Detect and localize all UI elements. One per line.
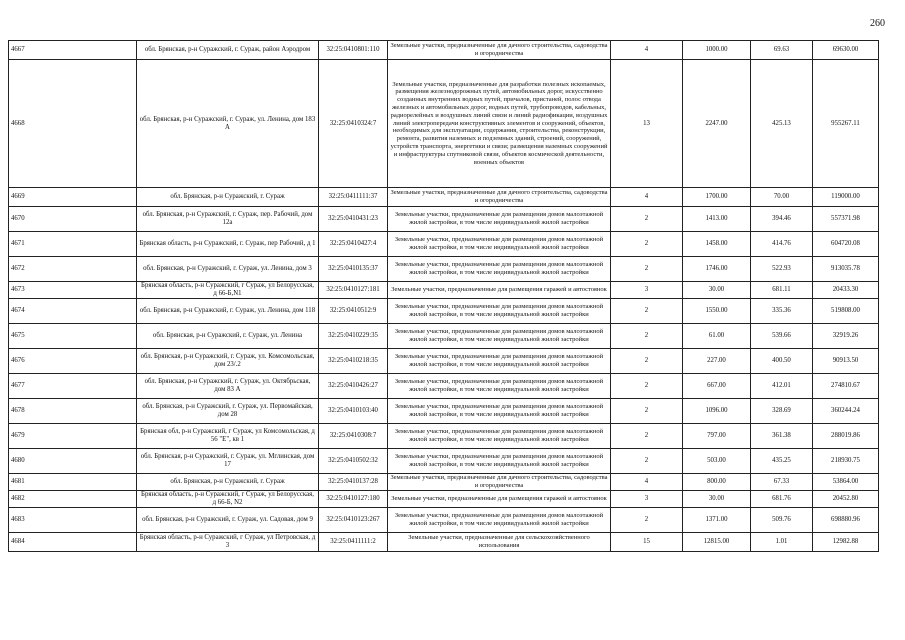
- table-row: [9, 60, 879, 188]
- use-category-cell: 4: [611, 474, 683, 491]
- row-number: 4677: [9, 374, 137, 399]
- cadastral-value-cell: 218930.75: [813, 449, 879, 474]
- table-row: [9, 349, 879, 374]
- specific-value-cell: 681.11: [751, 282, 813, 299]
- cadastral-value-cell: 604720.08: [813, 232, 879, 257]
- specific-value-cell: 69.63: [751, 41, 813, 60]
- permitted-use-cell: Земельные участки, предназначенные для размещения домов малоэтажной жилой застройки, в том числе индивидуальной жилой застройки: [388, 507, 611, 532]
- row-number: 4673: [9, 282, 137, 299]
- cadastral-value-cell: 274810.67: [813, 374, 879, 399]
- address-cell: обл. Брянская, р-н Суражский, г. Сураж, ул. Ленина, дом 3: [137, 257, 319, 282]
- permitted-use-cell: Земельные участки, предназначенные для дачного строительства, садоводства и огородничества: [388, 474, 611, 491]
- area-cell: 30.00: [683, 490, 751, 507]
- table-row: [9, 532, 879, 551]
- address-cell: обл. Брянская, р-н Суражский, г. Сураж, ул. Ленина, дом 183 А: [137, 60, 319, 188]
- cadastral-number-cell: 32:25:0410427:4: [319, 232, 388, 257]
- cadastral-value-cell: 69630.00: [813, 41, 879, 60]
- cadastral-value-cell: 53864.00: [813, 474, 879, 491]
- use-category-cell: 2: [611, 374, 683, 399]
- table-row: [9, 299, 879, 324]
- use-category-cell: 3: [611, 282, 683, 299]
- cadastral-number-cell: 32:25:0410426:27: [319, 374, 388, 399]
- row-number: 4667: [9, 41, 137, 60]
- specific-value-cell: 394.46: [751, 207, 813, 232]
- specific-value-cell: 328.69: [751, 399, 813, 424]
- table-row: [9, 507, 879, 532]
- address-cell: обл. Брянская, р-н Суражский, г. Сураж, ул. Комсомольская, дом 23/.2: [137, 349, 319, 374]
- permitted-use-cell: Земельные участки, предназначенные для сельскохозяйственного использования: [388, 532, 611, 551]
- cadastral-value-cell: 119000.00: [813, 188, 879, 207]
- address-cell: Брянская область, р-н Суражский, г Сураж, ул Белорусская, д 66-Б,N1: [137, 282, 319, 299]
- row-number: 4669: [9, 188, 137, 207]
- cadastral-value-cell: 90913.50: [813, 349, 879, 374]
- address-cell: обл. Брянская, р-н Суражский, г. Сураж, ул. Садовая, дом 9: [137, 507, 319, 532]
- cadastral-number-cell: 32:25:0410135:37: [319, 257, 388, 282]
- cadastral-number-cell: 32:25:0411111:2: [319, 532, 388, 551]
- use-category-cell: 2: [611, 207, 683, 232]
- area-cell: 2247.00: [683, 60, 751, 188]
- permitted-use-cell: Земельные участки, предназначенные для размещения домов малоэтажной жилой застройки, в том числе индивидуальной жилой застройки: [388, 257, 611, 282]
- specific-value-cell: 522.93: [751, 257, 813, 282]
- cadastral-number-cell: 32:25:0410127:181: [319, 282, 388, 299]
- cadastral-number-cell: 32:25:0411111:37: [319, 188, 388, 207]
- row-number: 4668: [9, 60, 137, 188]
- address-cell: обл. Брянская, р-н Суражский, г. Сураж, пер. Рабочий, дом 12а: [137, 207, 319, 232]
- row-number: 4684: [9, 532, 137, 551]
- specific-value-cell: 435.25: [751, 449, 813, 474]
- row-number: 4676: [9, 349, 137, 374]
- table-row: [9, 424, 879, 449]
- cadastral-number-cell: 32:25:0410502:32: [319, 449, 388, 474]
- area-cell: 1746.00: [683, 257, 751, 282]
- address-cell: обл. Брянская, р-н Суражский, г. Сураж, ул. Октябрьская, дом 83 А: [137, 374, 319, 399]
- use-category-cell: 4: [611, 188, 683, 207]
- specific-value-cell: 539.66: [751, 324, 813, 349]
- cadastral-value-cell: 288019.86: [813, 424, 879, 449]
- table-row: [9, 188, 879, 207]
- area-cell: 800.00: [683, 474, 751, 491]
- cadastral-value-cell: 698880.96: [813, 507, 879, 532]
- table-row: [9, 449, 879, 474]
- permitted-use-cell: Земельные участки, предназначенные для размещения домов малоэтажной жилой застройки, в том числе индивидуальной жилой застройки: [388, 349, 611, 374]
- specific-value-cell: 681.76: [751, 490, 813, 507]
- use-category-cell: 2: [611, 324, 683, 349]
- cadastral-value-cell: 12982.88: [813, 532, 879, 551]
- permitted-use-cell: Земельные участки, предназначенные для размещения домов малоэтажной жилой застройки, в том числе индивидуальной жилой застройки: [388, 374, 611, 399]
- address-cell: обл. Брянская, р-н Суражский, г. Сураж: [137, 474, 319, 491]
- cadastral-value-cell: 20452.80: [813, 490, 879, 507]
- row-number: 4682: [9, 490, 137, 507]
- specific-value-cell: 67.33: [751, 474, 813, 491]
- row-number: 4675: [9, 324, 137, 349]
- use-category-cell: 2: [611, 449, 683, 474]
- address-cell: Брянская область, р-н Суражский, г Сураж, ул Белорусская, д 66-Б, N2: [137, 490, 319, 507]
- table-row: [9, 374, 879, 399]
- use-category-cell: 2: [611, 257, 683, 282]
- address-cell: обл. Брянская, р-н Суражский, г. Сураж, ул. Мглинская, дом 17: [137, 449, 319, 474]
- area-cell: 30.00: [683, 282, 751, 299]
- table-row: [9, 399, 879, 424]
- cadastral-value-cell: 360244.24: [813, 399, 879, 424]
- table-row: [9, 41, 879, 60]
- address-cell: Брянская область, р-н Суражский, г. Сураж, пер Рабочий, д 1: [137, 232, 319, 257]
- cadastral-number-cell: 32:25:0410123:267: [319, 507, 388, 532]
- use-category-cell: 15: [611, 532, 683, 551]
- permitted-use-cell: Земельные участки, предназначенные для размещения домов малоэтажной жилой застройки, в том числе индивидуальной жилой застройки: [388, 424, 611, 449]
- row-number: 4672: [9, 257, 137, 282]
- specific-value-cell: 335.36: [751, 299, 813, 324]
- address-cell: Брянская область, р-н Суражский, г Сураж, ул Петровская, д 3: [137, 532, 319, 551]
- address-cell: Брянская обл, р-н Суражский, г Сураж, ул Комсомольская, д 56 "Е", кв 1: [137, 424, 319, 449]
- cadastral-number-cell: 32:25:0410431:23: [319, 207, 388, 232]
- permitted-use-cell: Земельные участки, предназначенные для размещения домов малоэтажной жилой застройки, в том числе индивидуальной жилой застройки: [388, 324, 611, 349]
- table-row: [9, 474, 879, 491]
- table-row: [9, 257, 879, 282]
- area-cell: 1371.00: [683, 507, 751, 532]
- use-category-cell: 2: [611, 424, 683, 449]
- row-number: 4674: [9, 299, 137, 324]
- area-cell: 1096.00: [683, 399, 751, 424]
- use-category-cell: 2: [611, 349, 683, 374]
- area-cell: 1550.00: [683, 299, 751, 324]
- specific-value-cell: 509.76: [751, 507, 813, 532]
- row-number: 4671: [9, 232, 137, 257]
- page-number: 260: [870, 18, 885, 29]
- cadastral-number-cell: 32:25:0410137:28: [319, 474, 388, 491]
- address-cell: обл. Брянская, р-н Суражский, г. Сураж: [137, 188, 319, 207]
- row-number: 4681: [9, 474, 137, 491]
- cadastral-value-cell: 913035.78: [813, 257, 879, 282]
- table-row: [9, 490, 879, 507]
- address-cell: обл. Брянская, р-н Суражский, г. Сураж, ул. Первомайская, дом 28: [137, 399, 319, 424]
- specific-value-cell: 400.50: [751, 349, 813, 374]
- table-row: [9, 324, 879, 349]
- area-cell: 12815.00: [683, 532, 751, 551]
- table-row: [9, 232, 879, 257]
- row-number: 4680: [9, 449, 137, 474]
- cadastral-value-cell: 20433.30: [813, 282, 879, 299]
- permitted-use-cell: Земельные участки, предназначенные для дачного строительства, садоводства и огородничества: [388, 41, 611, 60]
- area-cell: 61.00: [683, 324, 751, 349]
- use-category-cell: 2: [611, 299, 683, 324]
- permitted-use-cell: Земельные участки, предназначенные для дачного строительства, садоводства и огородничества: [388, 188, 611, 207]
- table-row: [9, 282, 879, 299]
- use-category-cell: 2: [611, 399, 683, 424]
- area-cell: 1458.00: [683, 232, 751, 257]
- row-number: 4679: [9, 424, 137, 449]
- use-category-cell: 4: [611, 41, 683, 60]
- cadastral-number-cell: 32:25:0410512:9: [319, 299, 388, 324]
- cadastral-number-cell: 32:25:0410218:35: [319, 349, 388, 374]
- cadastral-value-cell: 519808.00: [813, 299, 879, 324]
- permitted-use-cell: Земельные участки, предназначенные для разработки полезных ископаемых, размещения железнодорожных путей, автомобильных дорог, искусственно созданных внутренних водных путей, причалов, пристаней, полос отвода железных и автомобильных дорог, водных путей, трубопроводов, кабельных, радиорелейных и воздушных линий связи и линий радиофикации, воздушных линий электропередачи конструктивных элементов и сооружений, объектов, необходимых для эксплуатации, содержания, строительства, реконструкции, ремонта, развития наземных и подземных зданий, строений, сооружений, устройств транспорта, энергетики и связи; размещения наземных сооружений и инфраструктуры спутниковой связи, объектов космической деятельности, военных объектов: [388, 60, 611, 188]
- use-category-cell: 13: [611, 60, 683, 188]
- area-cell: 797.00: [683, 424, 751, 449]
- address-cell: обл. Брянская, р-н Суражский, г. Сураж, ул. Ленина: [137, 324, 319, 349]
- row-number: 4678: [9, 399, 137, 424]
- land-registry-table: [8, 40, 879, 552]
- specific-value-cell: 414.76: [751, 232, 813, 257]
- area-cell: 503.00: [683, 449, 751, 474]
- cadastral-value-cell: 32919.26: [813, 324, 879, 349]
- cadastral-number-cell: 32:25:0410308:7: [319, 424, 388, 449]
- permitted-use-cell: Земельные участки, предназначенные для размещения домов малоэтажной жилой застройки, в том числе индивидуальной жилой застройки: [388, 232, 611, 257]
- specific-value-cell: 412.01: [751, 374, 813, 399]
- address-cell: обл. Брянская, р-н Суражский, г. Сураж, район Аэродром: [137, 41, 319, 60]
- permitted-use-cell: Земельные участки, предназначенные для размещения гаражей и автостоянок: [388, 490, 611, 507]
- area-cell: 1700.00: [683, 188, 751, 207]
- address-cell: обл. Брянская, р-н Суражский, г. Сураж, ул. Ленина, дом 118: [137, 299, 319, 324]
- specific-value-cell: 1.01: [751, 532, 813, 551]
- specific-value-cell: 425.13: [751, 60, 813, 188]
- use-category-cell: 3: [611, 490, 683, 507]
- cadastral-value-cell: 557371.98: [813, 207, 879, 232]
- area-cell: 1000.00: [683, 41, 751, 60]
- area-cell: 667.00: [683, 374, 751, 399]
- permitted-use-cell: Земельные участки, предназначенные для размещения домов малоэтажной жилой застройки, в том числе индивидуальной жилой застройки: [388, 207, 611, 232]
- specific-value-cell: 70.00: [751, 188, 813, 207]
- cadastral-number-cell: 32:25:0410324:7: [319, 60, 388, 188]
- cadastral-number-cell: 32:25:0410801:110: [319, 41, 388, 60]
- row-number: 4670: [9, 207, 137, 232]
- use-category-cell: 2: [611, 507, 683, 532]
- use-category-cell: 2: [611, 232, 683, 257]
- permitted-use-cell: Земельные участки, предназначенные для размещения домов малоэтажной жилой застройки, в том числе индивидуальной жилой застройки: [388, 399, 611, 424]
- row-number: 4683: [9, 507, 137, 532]
- area-cell: 227.00: [683, 349, 751, 374]
- permitted-use-cell: Земельные участки, предназначенные для размещения домов малоэтажной жилой застройки, в том числе индивидуальной жилой застройки: [388, 299, 611, 324]
- area-cell: 1413.00: [683, 207, 751, 232]
- specific-value-cell: 361.38: [751, 424, 813, 449]
- permitted-use-cell: Земельные участки, предназначенные для размещения гаражей и автостоянок: [388, 282, 611, 299]
- table-row: [9, 207, 879, 232]
- cadastral-value-cell: 955267.11: [813, 60, 879, 188]
- cadastral-number-cell: 32:25:0410229:35: [319, 324, 388, 349]
- cadastral-number-cell: 32:25:0410103:40: [319, 399, 388, 424]
- permitted-use-cell: Земельные участки, предназначенные для размещения домов малоэтажной жилой застройки, в том числе индивидуальной жилой застройки: [388, 449, 611, 474]
- cadastral-number-cell: 32:25:0410127:180: [319, 490, 388, 507]
